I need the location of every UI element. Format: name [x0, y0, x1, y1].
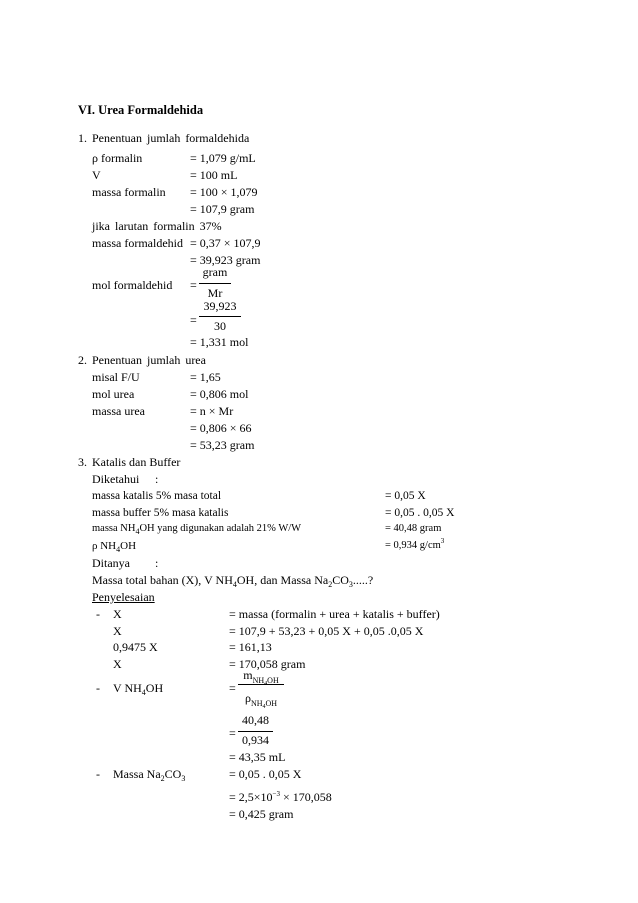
rho-nh4oh-label: [92, 539, 136, 553]
subscript: 2: [160, 774, 165, 783]
fu-ratio-label: misal F/U: [92, 370, 140, 384]
mol-urea-value: = 0,806 mol: [190, 387, 249, 401]
subscript: 4: [141, 688, 146, 697]
rho-formalin-label: ρ formalin: [92, 151, 143, 165]
superscript: 3: [440, 537, 445, 545]
bullet-dash: -: [96, 767, 100, 781]
massa-formaldehid-label: massa formaldehid: [92, 236, 183, 250]
massa-katalis-label: massa katalis 5% masa total: [92, 490, 222, 502]
penyelesaian-heading: Penyelesaian: [92, 590, 155, 604]
fraction-denominator: Mr: [207, 286, 223, 300]
massa-formalin-value: = 100 × 1,079: [190, 185, 258, 199]
massa-formaldehid-result: = 39,923 gram: [190, 253, 261, 267]
fraction-numerator: [238, 668, 284, 687]
rho-formalin-value: = 1,079 g/mL: [190, 151, 256, 165]
x-row-label: 0,9475 X: [113, 640, 158, 654]
diketahui-colon: :: [155, 472, 159, 486]
subscript: 2: [328, 580, 333, 589]
subscript-text: NH: [252, 676, 265, 685]
massa-buffer-value: = 0,05 . 0,05 X: [385, 507, 455, 519]
section-3-heading: Katalis dan Buffer: [92, 455, 181, 469]
formalin-concentration-note: jika larutan formalin 37%: [92, 219, 222, 233]
label-text: ρ NH: [92, 540, 117, 552]
fraction-bar: [238, 731, 273, 732]
section-1-heading: Penentuan jumlah formaldehida: [92, 131, 250, 145]
subscript: 4: [116, 545, 121, 554]
ditanya-label: Ditanya: [92, 556, 130, 570]
massa-katalis-value: = 0,05 X: [385, 490, 426, 502]
fraction-numerator: gram: [202, 265, 228, 279]
massa-urea-label: massa urea: [92, 404, 145, 418]
x-row-label: X: [113, 607, 122, 621]
massa-na2co3-result: = 0,425 gram: [229, 807, 294, 821]
label-text: massa NH: [92, 523, 136, 534]
rho-nh4oh-value: [385, 539, 444, 553]
v-nh4oh-result: = 43,35 mL: [229, 750, 286, 764]
fu-ratio-value: = 1,65: [190, 370, 221, 384]
volume-value: = 100 mL: [190, 168, 238, 182]
label-text: CO: [164, 767, 182, 781]
section-title: VI. Urea Formaldehida: [78, 103, 204, 117]
question-part: OH, dan Massa Na: [236, 573, 329, 587]
subscript-text: NH: [250, 699, 263, 708]
question-text: [92, 573, 373, 587]
section-3-number: 3.: [78, 455, 87, 469]
subscript: 3: [181, 774, 186, 783]
fraction-numerator: 40,48: [242, 713, 269, 727]
sub-subscript: 4: [264, 681, 268, 687]
label-text: OH: [145, 681, 164, 695]
massa-formalin-result: = 107,9 gram: [190, 202, 255, 216]
subscript: [251, 699, 277, 708]
mass-symbol: m: [243, 668, 253, 682]
density-symbol: ρ: [244, 691, 251, 705]
x-row-value: = 170,058 gram: [229, 657, 306, 671]
mol-formaldehid-equals: =: [190, 278, 197, 292]
subscript: 4: [135, 527, 140, 536]
fraction-bar: [238, 684, 284, 685]
massa-nh4oh-label: [92, 522, 301, 536]
bullet-dash: -: [96, 607, 100, 621]
fraction-bar: [199, 283, 231, 284]
label-text: OH yang digunakan adalah 21% W/W: [139, 523, 302, 534]
bullet-dash: -: [96, 681, 100, 695]
ditanya-colon: :: [155, 556, 159, 570]
value-text: = 0,934 g/cm: [385, 540, 441, 551]
fraction-denominator: [238, 691, 284, 710]
massa-formaldehid-value: = 0,37 × 107,9: [190, 236, 261, 250]
volume-label: V: [92, 168, 101, 182]
massa-urea-result: = 53,23 gram: [190, 438, 255, 452]
x-row-value: = 107,9 + 53,23 + 0,05 X + 0,05 .0,05 X: [229, 624, 424, 638]
fraction-denominator: 30: [214, 319, 226, 333]
x-row-value: = 161,13: [229, 640, 272, 654]
subscript-text: OH: [267, 676, 279, 685]
section-2-number: 2.: [78, 353, 87, 367]
diketahui-label: Diketahui: [92, 472, 140, 486]
mol-formaldehid-result: = 1,331 mol: [190, 335, 249, 349]
label-text: OH: [120, 540, 137, 552]
question-part: Massa total bahan (X), V NH: [92, 573, 233, 587]
question-part: .....?: [352, 573, 374, 587]
v-nh4oh-label: [113, 681, 163, 695]
v-nh4oh-equals: =: [229, 681, 236, 695]
v-nh4oh-equals-2: =: [229, 726, 236, 740]
massa-na2co3-step: [229, 790, 332, 804]
mol-formaldehid-equals-2: =: [190, 313, 197, 327]
section-2-heading: Penentuan jumlah urea: [92, 353, 206, 367]
label-text: Massa Na: [113, 767, 161, 781]
subscript-text: OH: [265, 699, 278, 708]
x-row-label: X: [113, 657, 122, 671]
label-text: V NH: [113, 681, 142, 695]
mol-urea-label: mol urea: [92, 387, 135, 401]
mol-formaldehid-label: mol formaldehid: [92, 278, 173, 292]
fraction-denominator: 0,934: [242, 733, 269, 747]
superscript: −3: [272, 790, 280, 798]
sub-subscript: 4: [262, 704, 266, 710]
x-row-label: X: [113, 624, 122, 638]
massa-buffer-label: massa buffer 5% masa katalis: [92, 507, 229, 519]
massa-na2co3-label: [113, 767, 185, 781]
fraction-bar: [199, 316, 241, 317]
massa-urea-value: = n × Mr: [190, 404, 234, 418]
subscript: 3: [348, 580, 353, 589]
step-text: = 2,5×10: [229, 790, 273, 804]
section-1-number: 1.: [78, 131, 87, 145]
massa-formalin-label: massa formalin: [92, 185, 166, 199]
massa-urea-step: = 0,806 × 66: [190, 421, 252, 435]
step-text: × 170,058: [280, 790, 332, 804]
fraction-numerator: 39,923: [203, 299, 237, 313]
massa-nh4oh-value: = 40,48 gram: [385, 523, 442, 534]
subscript: 4: [232, 580, 237, 589]
x-row-value: = massa (formalin + urea + katalis + buffer): [229, 607, 440, 621]
question-part: CO: [332, 573, 349, 587]
massa-na2co3-value: = 0,05 . 0,05 X: [229, 767, 302, 781]
